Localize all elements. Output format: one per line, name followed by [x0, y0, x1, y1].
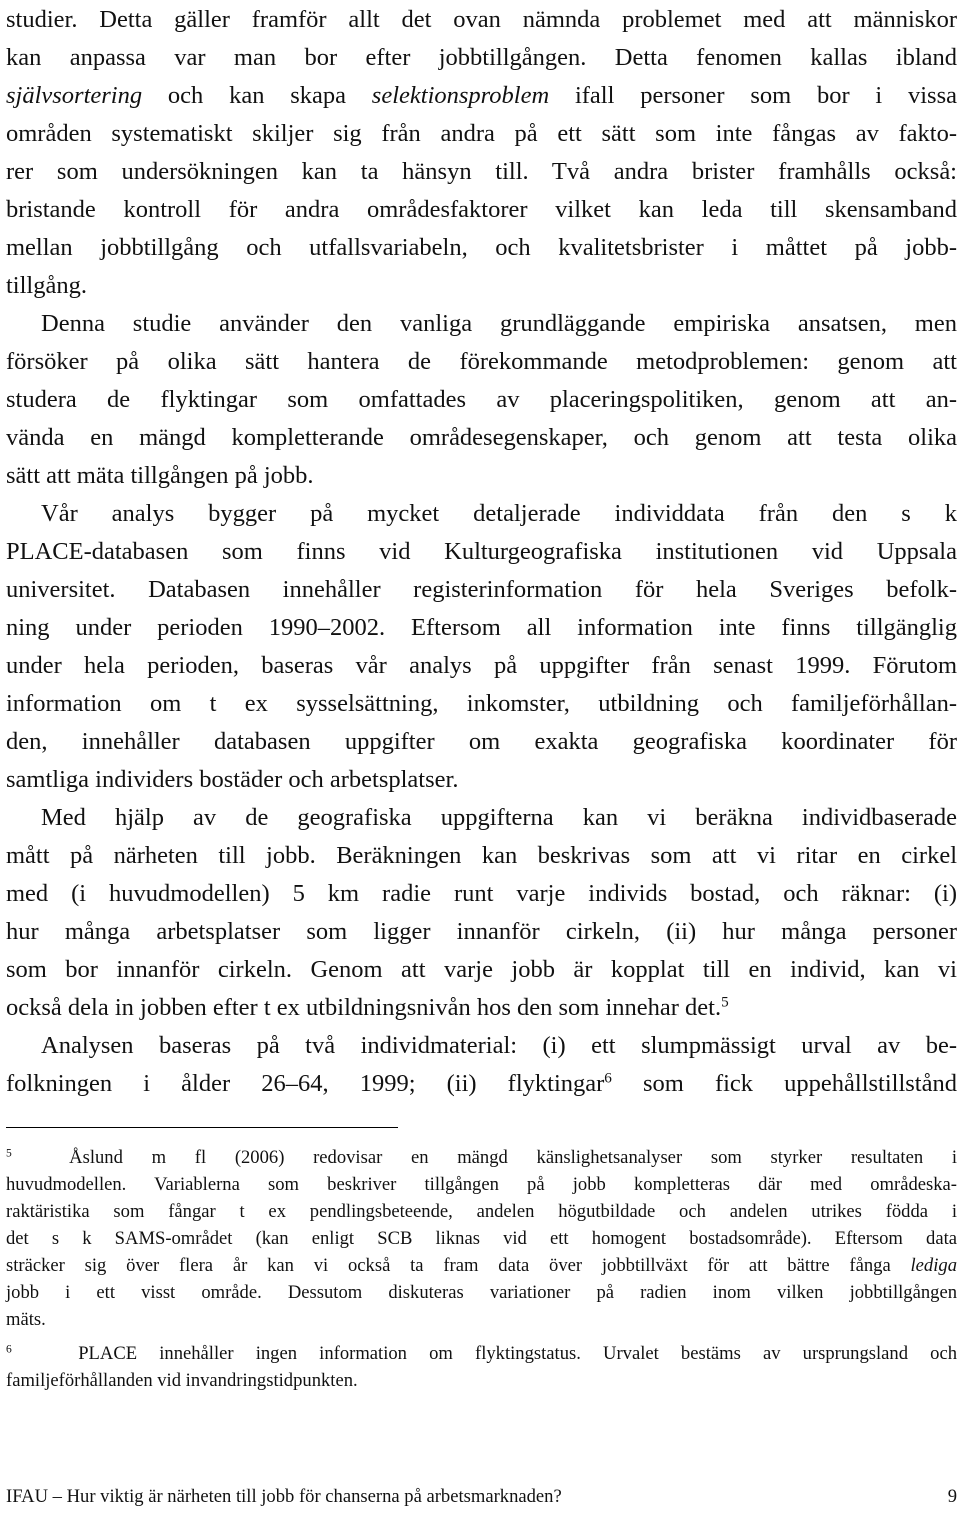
page-number: 9 — [947, 1486, 957, 1507]
line-text: sträcker sig över flera år kan vi också ta fram data över jobbtillväxt för att bättre fånga lediga — [6, 1255, 957, 1276]
line-text: Denna studie använder den vanliga grundläggande empiriska ansatsen, men — [41, 310, 957, 337]
line-text: hur många arbetsplatser som ligger innanför cirkeln, (ii) hur många personer — [6, 918, 957, 945]
line-text: studier. Detta gäller framför allt det ovan nämnda problemet med att människor — [6, 6, 957, 33]
body-line — [6, 687, 957, 721]
line-text: med (i huvudmodellen) 5 km radie runt varje individs bostad, och räknar: (i) — [6, 880, 957, 907]
line-text: familjeförhållanden vid invandringstidpunkten. — [6, 1370, 358, 1391]
body-line — [6, 345, 957, 379]
line-text: rer som undersökningen kan ta hänsyn till. Två andra brister framhålls också: — [6, 158, 957, 185]
line-text: folkningen i ålder 26–64, 1999; (ii) flyktingar — [6, 1070, 605, 1097]
body-line — [6, 193, 957, 227]
line-text: samtliga individers bostäder och arbetsplatser. — [6, 766, 459, 793]
line-text: också dela in jobben efter t ex utbildningsnivån hos den som innehar det. — [6, 994, 722, 1021]
line-text: ning under perioden 1990–2002. Eftersom all information inte finns tillgänglig — [6, 614, 957, 641]
footnote-line — [6, 1226, 957, 1252]
body-line — [6, 3, 957, 37]
body-line — [6, 649, 957, 683]
line-text: mäts. — [6, 1309, 46, 1330]
line-text: jobb i ett visst område. Dessutom diskuteras variationer på radien inom vilken jobbtillgången — [6, 1282, 957, 1303]
body-line — [6, 953, 957, 987]
body-line — [6, 269, 957, 303]
line-text: PLACE-databasen som finns vid Kulturgeografiska institutionen vid Uppsala — [6, 538, 957, 565]
line-text: sätt att mäta tillgången på jobb. — [6, 462, 314, 489]
body-line — [6, 1067, 957, 1101]
line-text: raktäristika som fångar t ex pendlingsbeteende, andelen högutbildade och andelen utrikes födda i — [6, 1201, 957, 1222]
line-text: vända en mängd kompletterande områdesegenskaper, och genom att testa olika — [6, 424, 957, 451]
footer-title: IFAU – Hur viktig är närheten till jobb för chanserna på arbetsmarknaden? — [6, 1486, 562, 1507]
page-footer — [6, 1484, 957, 1510]
body-line — [6, 573, 957, 607]
body-line — [6, 497, 957, 531]
footnote-line — [6, 1172, 957, 1198]
line-text: huvudmodellen. Variablerna som beskriver tillgången på jobb kompletteras där med områdeska- — [6, 1174, 957, 1195]
line-text: bristande kontroll för andra områdesfaktorer vilket kan leda till skensamband — [6, 196, 957, 223]
body-line — [6, 763, 957, 797]
footnote-marker: 6 — [6, 1343, 12, 1356]
line-text: under hela perioden, baseras vår analys på uppgifter från senast 1999. Förutom — [6, 652, 957, 679]
footnote-line — [6, 1199, 957, 1225]
line-text: studera de flyktingar som omfattades av placeringspolitiken, genom att an- — [6, 386, 957, 413]
line-text: Analysen baseras på två individmaterial: (i) ett slumpmässigt urval av be- — [41, 1032, 957, 1059]
footnote-line — [6, 1253, 957, 1279]
body-line — [6, 725, 957, 759]
body-line — [6, 877, 957, 911]
line-text: kan anpassa var man bor efter jobbtillgången. Detta fenomen kallas ibland — [6, 44, 957, 71]
line-text: mellan jobbtillgång och utfallsvariabeln, och kvalitetsbrister i måttet på jobb- — [6, 234, 957, 261]
line-text: den, innehåller databasen uppgifter om exakta geografiska koordinater för — [6, 728, 957, 755]
body-line — [6, 1029, 957, 1063]
line-text: Åslund m fl (2006) redovisar en mängd känslighetsanalyser som styrker resultaten i — [69, 1147, 958, 1168]
body-line — [6, 535, 957, 569]
line-text: universitet. Databasen innehåller registerinformation för hela Sveriges befolk- — [6, 576, 957, 603]
body-line — [6, 155, 957, 189]
footnote-reference: 6 — [604, 1069, 612, 1087]
footnote-line — [6, 1307, 957, 1333]
body-line — [6, 801, 957, 835]
line-text: som bor innanför cirkeln. Genom att varje jobb är kopplat till en individ, kan vi — [6, 956, 957, 983]
body-line — [6, 991, 957, 1025]
body-line — [6, 117, 957, 151]
line-text: det s k SAMS-området (kan enligt SCB liknas vid ett homogent bostadsområde). Eftersom data — [6, 1228, 957, 1249]
line-text: Vår analys bygger på mycket detaljerade individdata från den s k — [41, 500, 957, 527]
line-text: självsortering och kan skapa selektionsproblem ifall personer som bor i vissa — [6, 82, 957, 109]
line-text: tillgång. — [6, 272, 87, 299]
footnote-line — [6, 1341, 957, 1367]
line-text: områden systematiskt skiljer sig från andra på ett sätt som inte fångas av fakto- — [6, 120, 957, 147]
line-text: PLACE innehåller ingen information om flyktingstatus. Urvalet bestäms av ursprungsland och — [56, 1343, 958, 1364]
footnote-separator — [6, 1127, 398, 1128]
body-line — [6, 231, 957, 265]
body-line — [6, 79, 957, 113]
line-text-continued: som fick uppehållstillstånd — [611, 1070, 957, 1097]
body-line — [6, 41, 957, 75]
body-line — [6, 421, 957, 455]
body-line — [6, 839, 957, 873]
footnote-marker: 5 — [6, 1147, 12, 1160]
line-text: Med hjälp av de geografiska uppgifterna kan vi beräkna individbaserade — [41, 804, 957, 831]
footnote-line — [6, 1280, 957, 1306]
body-line — [6, 459, 957, 493]
line-text: försöker på olika sätt hantera de förekommande metodproblemen: genom att — [6, 348, 957, 375]
footnote-line — [6, 1368, 957, 1394]
footnote-reference: 5 — [721, 993, 729, 1011]
footnote-line — [6, 1145, 957, 1171]
body-line — [6, 383, 957, 417]
body-line — [6, 307, 957, 341]
line-text: information om t ex sysselsättning, inkomster, utbildning och familjeförhållan- — [6, 690, 957, 717]
body-line — [6, 915, 957, 949]
document-page — [6, 0, 957, 1513]
body-line — [6, 611, 957, 645]
line-text: mått på närheten till jobb. Beräkningen kan beskrivas som att vi ritar en cirkel — [6, 842, 957, 869]
